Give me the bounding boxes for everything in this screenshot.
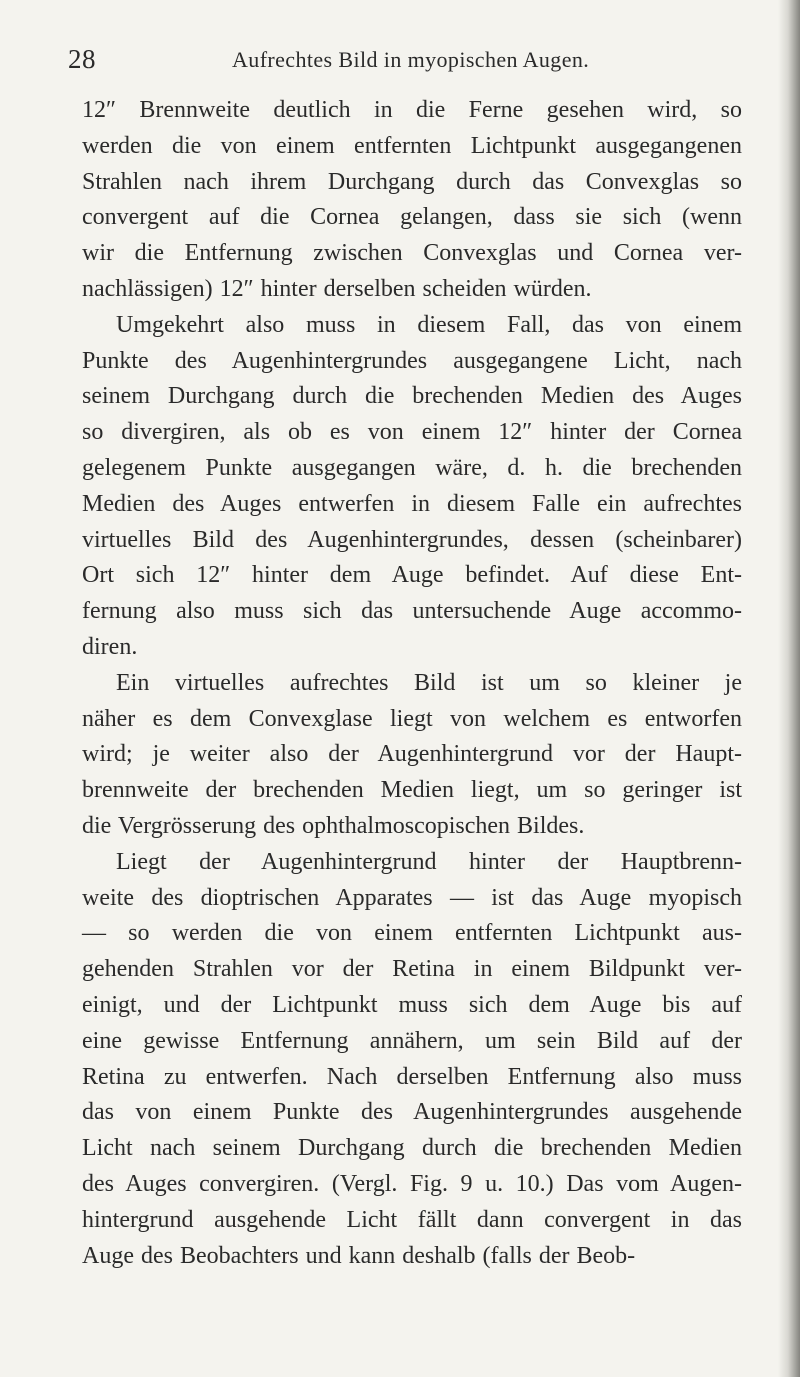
text-line: näher es dem Convexglase liegt von welchem es entworfen [82, 705, 742, 732]
text-line: Punkte des Augenhintergrundes ausgegangene Licht, nach [82, 347, 742, 374]
text-line: diren. [82, 633, 138, 660]
text-line: werden die von einem entfernten Lichtpunkt ausgegangenen [82, 132, 742, 159]
running-title: Aufrechtes Bild in myopischen Augen. [232, 47, 590, 72]
text-line: Ort sich 12″ hinter dem Auge befindet. Auf diese Ent- [82, 562, 742, 589]
text-line: seinem Durchgang durch die brechenden Medien des Auges [82, 383, 742, 410]
text-line: die Vergrösserung des ophthalmoscopischen Bildes. [82, 812, 585, 839]
text-line: Auge des Beobachters und kann deshalb (falls der Beob- [82, 1242, 636, 1269]
text-line: gelegenem Punkte ausgegangen wäre, d. h. die brechenden [82, 454, 742, 481]
text-line: fernung also muss sich das untersuchende Auge accommo- [82, 598, 742, 625]
text-line: virtuelles Bild des Augenhintergrundes, dessen (scheinbarer) [82, 526, 742, 553]
page-edge-shadow [778, 0, 800, 1377]
text-line: Medien des Auges entwerfen in diesem Falle ein aufrechtes [82, 490, 742, 517]
paragraph [82, 93, 742, 308]
text-line: Liegt der Augenhintergrund hinter der Hauptbrenn- [116, 848, 742, 875]
paragraph [82, 845, 742, 1275]
paragraph [82, 666, 742, 845]
text-line: Retina zu entwerfen. Nach derselben Entfernung also muss [82, 1063, 742, 1090]
text-line: gehenden Strahlen vor der Retina in einem Bildpunkt ver- [82, 956, 742, 983]
text-line: Strahlen nach ihrem Durchgang durch das Convexglas so [82, 168, 742, 195]
text-line: einigt, und der Lichtpunkt muss sich dem Auge bis auf [82, 991, 742, 1018]
text-line: Umgekehrt also muss in diesem Fall, das von einem [116, 311, 742, 338]
text-line: wir die Entfernung zwischen Convexglas und Cornea ver- [82, 240, 742, 267]
text-line: das von einem Punkte des Augenhintergrundes ausgehende [82, 1099, 742, 1126]
page-number: 28 [68, 44, 96, 74]
text-line: Ein virtuelles aufrechtes Bild ist um so kleiner je [116, 669, 742, 696]
text-line: — so werden die von einem entfernten Lichtpunkt aus- [82, 920, 742, 947]
text-line: weite des dioptrischen Apparates — ist das Auge myopisch [82, 884, 742, 911]
text-line: nachlässigen) 12″ hinter derselben scheiden würden. [82, 275, 592, 302]
text-line: des Auges convergiren. (Vergl. Fig. 9 u. 10.) Das vom Augen- [82, 1170, 742, 1197]
page-header [68, 44, 768, 84]
text-line: eine gewisse Entfernung annähern, um sein Bild auf der [82, 1027, 742, 1054]
text-line: 12″ Brennweite deutlich in die Ferne gesehen wird, so [82, 97, 742, 123]
text-line: hintergrund ausgehende Licht fällt dann convergent in das [82, 1206, 742, 1233]
text-line: so divergiren, als ob es von einem 12″ hinter der Cornea [82, 419, 742, 446]
paragraph [82, 308, 742, 666]
text-line: Licht nach seinem Durchgang durch die brechenden Medien [82, 1135, 742, 1162]
text-line: wird; je weiter also der Augenhintergrund vor der Haupt- [82, 741, 742, 768]
text-line: brennweite der brechenden Medien liegt, um so geringer ist [82, 777, 742, 804]
text-line: convergent auf die Cornea gelangen, dass sie sich (wenn [82, 204, 742, 231]
body-text [82, 93, 742, 1274]
